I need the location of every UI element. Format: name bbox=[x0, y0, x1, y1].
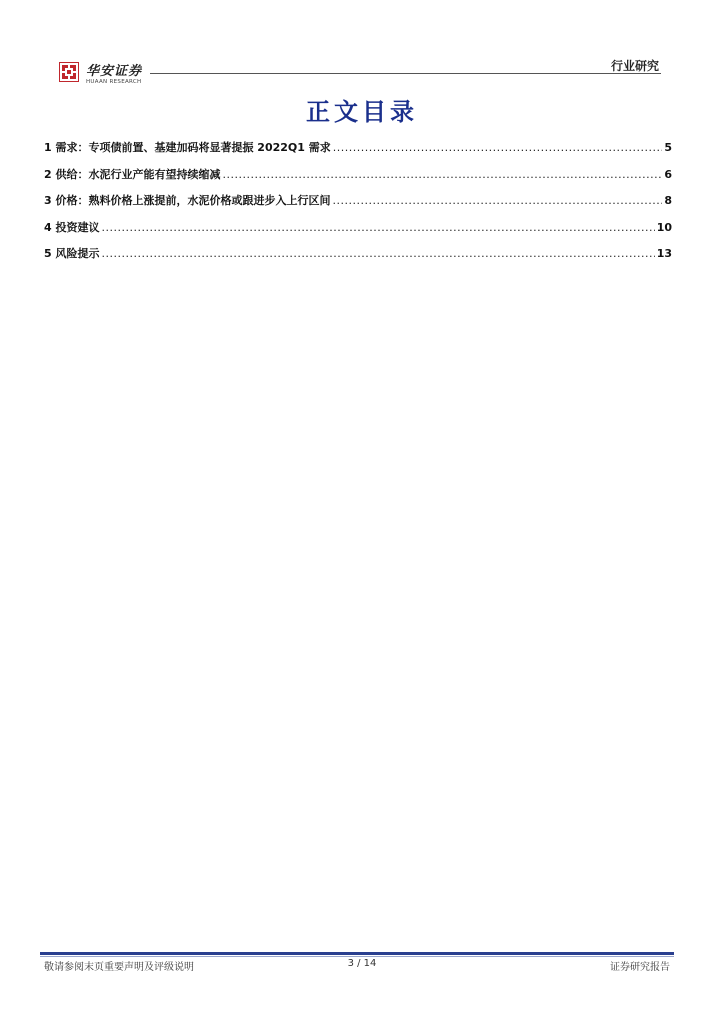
footer-divider-thin bbox=[40, 956, 674, 957]
brand-name-en: HUAAN RESEARCH bbox=[86, 79, 142, 85]
toc-leader-dots bbox=[332, 194, 662, 207]
toc-entry-text: 2 供给：水泥行业产能有望持续缩减 bbox=[44, 167, 221, 181]
toc-leader-dots bbox=[101, 247, 654, 260]
toc-leader-dots bbox=[333, 141, 663, 154]
footer-divider-thick bbox=[40, 952, 674, 955]
toc-entry-page: 6 bbox=[664, 167, 672, 181]
toc-entry-page: 8 bbox=[664, 194, 672, 207]
toc-leader-dots bbox=[222, 168, 662, 181]
toc-entry-text: 5 风险提示 bbox=[44, 247, 100, 260]
huaan-logo-icon bbox=[59, 62, 79, 82]
toc-entry-page: 13 bbox=[656, 247, 672, 260]
section-tag: 行业研究 bbox=[610, 59, 659, 73]
toc-entry-text: 3 价格：熟料价格上涨提前，水泥价格或跟进步入上行区间 bbox=[44, 194, 331, 207]
toc-entry-4[interactable] bbox=[44, 219, 672, 246]
table-of-contents bbox=[44, 139, 672, 272]
header-divider bbox=[150, 73, 661, 74]
page-number: 3 / 14 bbox=[347, 958, 377, 969]
toc-entry-3[interactable] bbox=[44, 192, 672, 219]
toc-entry-2[interactable] bbox=[44, 166, 672, 193]
report-type: 证券研究报告 bbox=[610, 962, 670, 973]
toc-entry-1[interactable] bbox=[44, 139, 672, 166]
toc-entry-5[interactable] bbox=[44, 245, 672, 272]
toc-entry-text: 1 需求：专项债前置、基建加码将显著提振 2022Q1 需求 bbox=[44, 141, 331, 154]
toc-entry-page: 5 bbox=[664, 141, 672, 154]
toc-entry-page: 10 bbox=[656, 220, 672, 234]
toc-entry-text: 4 投资建议 bbox=[44, 220, 100, 234]
toc-leader-dots bbox=[101, 221, 654, 234]
brand-name-cn: 华安证券 bbox=[86, 64, 143, 79]
footer-disclaimer: 敬请参阅末页重要声明及评级说明 bbox=[44, 962, 194, 973]
toc-title: 正文目录 bbox=[306, 98, 418, 126]
page-header bbox=[0, 0, 724, 100]
